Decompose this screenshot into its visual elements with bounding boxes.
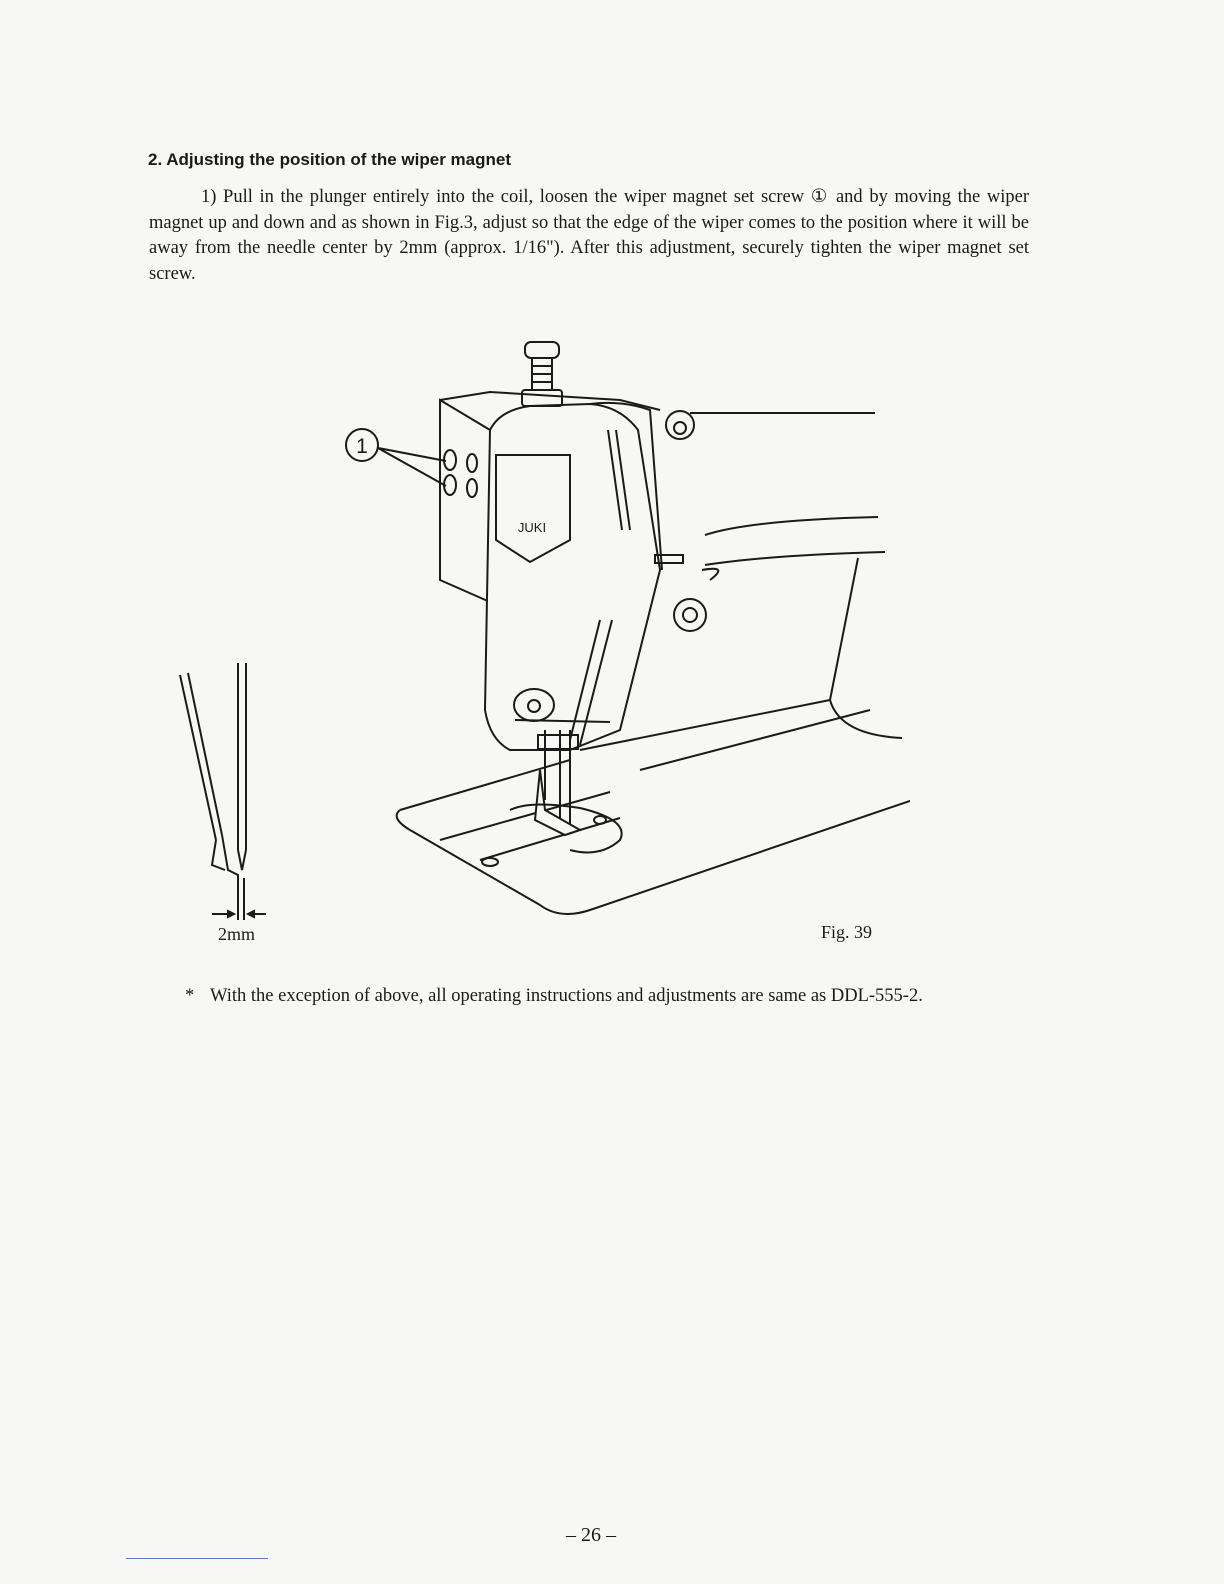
instruction-paragraph: 1) Pull in the plunger entirely into the coil, loosen the wiper magnet set screw ① and by moving the wiper magnet up and down and as shown in Fig.3, adjust so that the edge of the wiper comes to the position where it will be away from the needle center by 2mm (approx. 1/16"). After this adjustment, securely tighten the wiper magnet set screw. [149,187,1029,284]
figure-caption: Fig. 39 [821,922,873,942]
section-heading: 2. Adjusting the position of the wiper magnet [148,150,511,169]
dimension-label: 2mm [218,924,256,944]
page-number: – 26 – [566,1524,616,1546]
footnote [185,986,923,1007]
machine-head [440,392,706,750]
sewing-machine-illustration [150,330,910,930]
callout-number: 1 [356,435,368,458]
machine-arm [690,413,885,700]
footnote-marker: * [185,986,195,1006]
needle-detail [180,663,266,920]
scan-edge-line [126,1558,268,1559]
machine-bed [397,700,910,914]
footnote-text: With the exception of above, all operating instructions and adjustments are same as DDL-555-2. [210,986,923,1006]
juki-logo-text: JUKI [517,520,547,535]
